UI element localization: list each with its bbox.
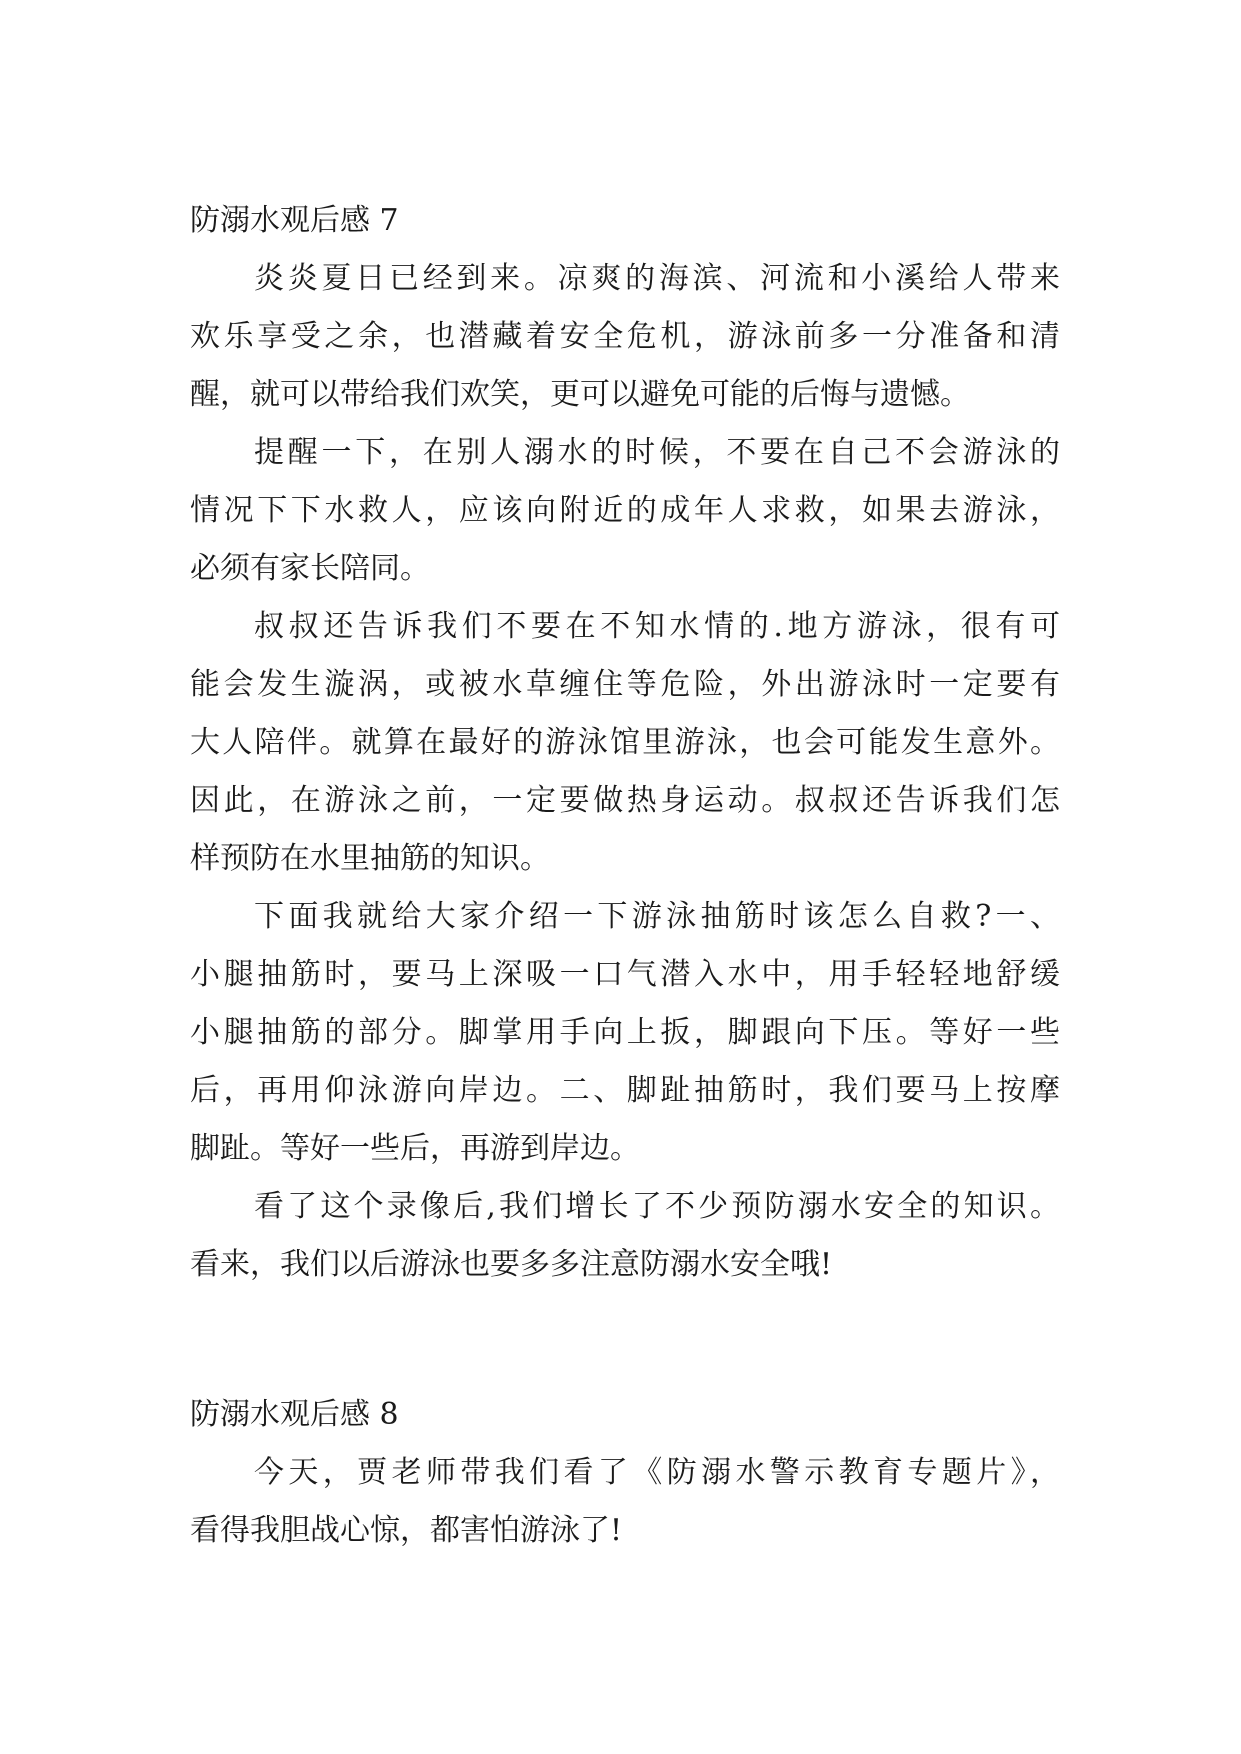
essay-title: 防溺水观后感 8 <box>190 1397 399 1432</box>
text-line: 能会发生漩涡，或被水草缠住等危险，外出游泳时一定要有 <box>190 667 1060 702</box>
text-line: 提醒一下，在别人溺水的时候，不要在自己不会游泳的 <box>254 435 1060 470</box>
text-line: 看来，我们以后游泳也要多多注意防溺水安全哦! <box>190 1247 833 1282</box>
text-line: 样预防在水里抽筋的知识。 <box>190 841 550 876</box>
text-line: 看了这个录像后,我们增长了不少预防溺水安全的知识。 <box>254 1189 1060 1224</box>
text-line: 必须有家长陪同。 <box>190 551 430 586</box>
text-line: 因此，在游泳之前，一定要做热身运动。叔叔还告诉我们怎 <box>190 783 1060 818</box>
text-line: 后，再用仰泳游向岸边。二、脚趾抽筋时，我们要马上按摩 <box>190 1073 1060 1108</box>
essay-paragraph <box>190 888 1060 1178</box>
text-line: 欢乐享受之余，也潜藏着安全危机，游泳前多一分准备和清 <box>190 319 1060 354</box>
text-line: 脚趾。等好一些后，再游到岸边。 <box>190 1131 640 1166</box>
essay-paragraph <box>190 598 1060 888</box>
text-line: 小腿抽筋时，要马上深吸一口气潜入水中，用手轻轻地舒缓 <box>190 957 1060 992</box>
text-line: 大人陪伴。就算在最好的游泳馆里游泳，也会可能发生意外。 <box>190 725 1060 760</box>
text-line: 醒，就可以带给我们欢笑，更可以避免可能的后悔与遗憾。 <box>190 377 970 412</box>
essay-section <box>190 192 1060 1294</box>
text-line: 炎炎夏日已经到来。凉爽的海滨、河流和小溪给人带来 <box>254 261 1060 296</box>
essay-paragraph <box>190 1178 1060 1294</box>
text-line: 看得我胆战心惊，都害怕游泳了! <box>190 1513 623 1548</box>
essay-title: 防溺水观后感 7 <box>190 203 399 238</box>
essay-section <box>190 1386 1060 1560</box>
text-line: 今天，贾老师带我们看了《防溺水警示教育专题片》， <box>254 1455 1060 1490</box>
essay-paragraph <box>190 250 1060 424</box>
essay-paragraph <box>190 1444 1060 1560</box>
text-line: 叔叔还告诉我们不要在不知水情的.地方游泳，很有可 <box>254 609 1060 644</box>
text-line: 小腿抽筋的部分。脚掌用手向上扳，脚跟向下压。等好一些 <box>190 1015 1060 1050</box>
essay-paragraph <box>190 424 1060 598</box>
text-line: 情况下下水救人，应该向附近的成年人求救，如果去游泳， <box>190 493 1060 528</box>
text-line: 下面我就给大家介绍一下游泳抽筋时该怎么自救?一、 <box>254 899 1060 934</box>
